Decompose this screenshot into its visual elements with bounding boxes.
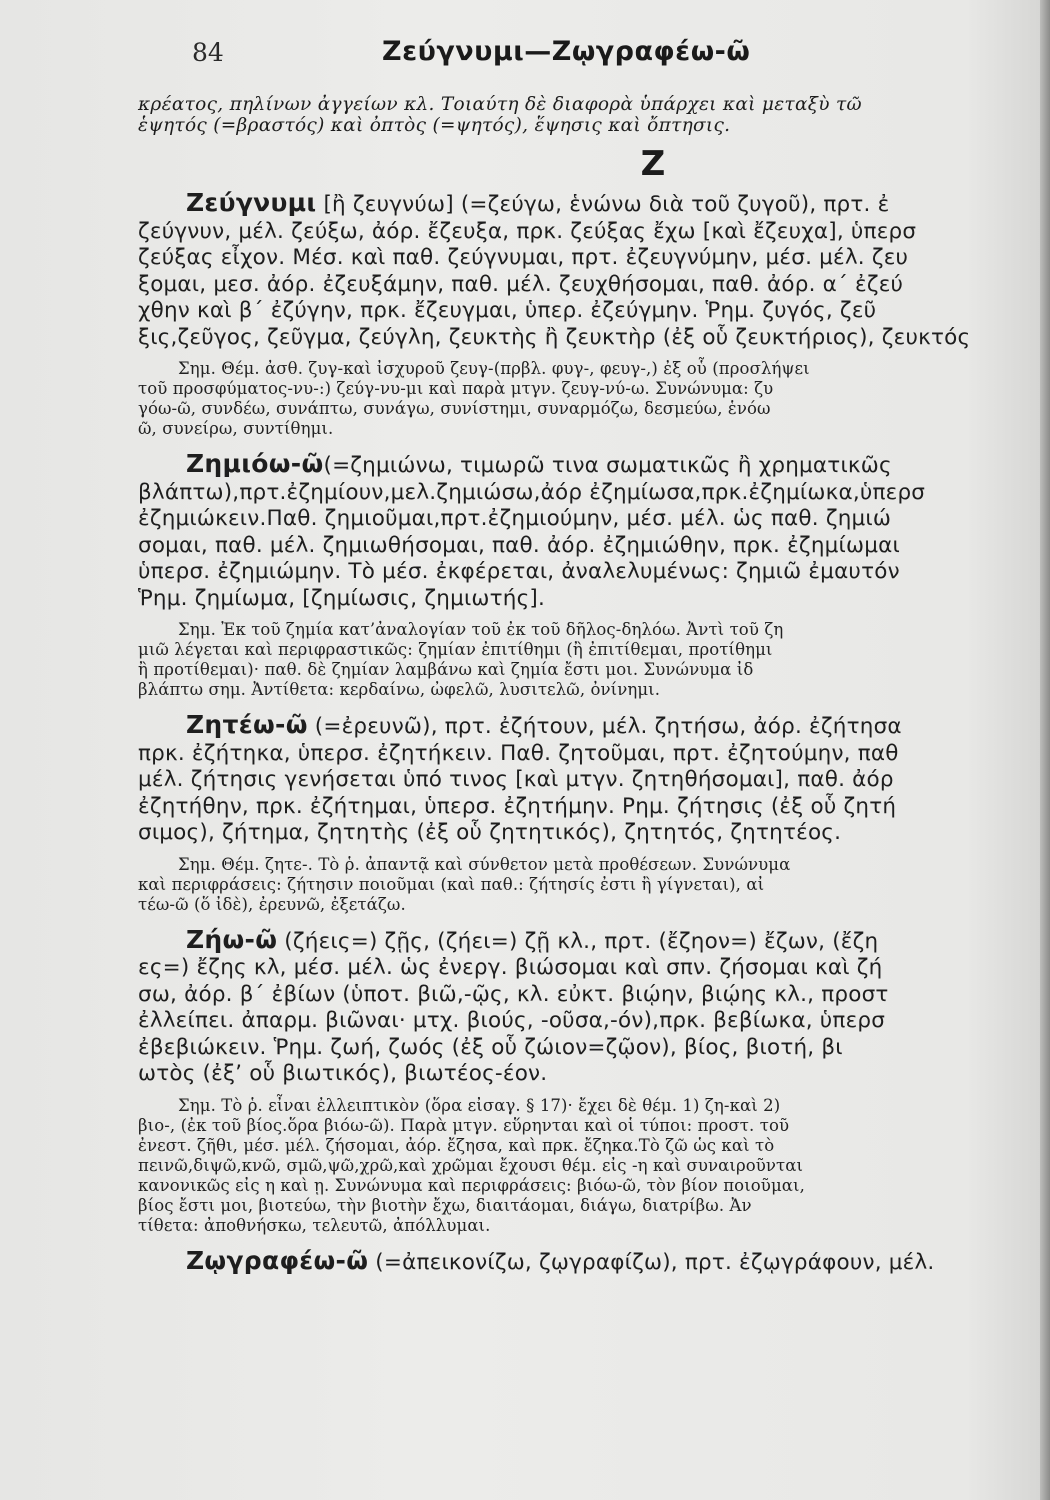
note-line: Σημ. Τὸ ῥ. εἶναι ἐλλειπτικὸν (ὅρα εἰσαγ. § 17)· ἔχει δὲ θέμ. 1) ζη-καὶ 2): [178, 1095, 781, 1115]
dictionary-entry: [138, 712, 1050, 847]
text-line: κρέατος, πηλίνων ἀγγείων κλ. Τοιαύτη δὲ διαφορὰ ὑπάρχει καὶ μεταξὺ τῶ: [138, 94, 862, 115]
entry-line: ξομαι, μεσ. ἀόρ. ἐζευξάμην, παθ. μέλ. ζευχθήσομαι, παθ. ἀόρ. α΄ ἐζεύ: [138, 271, 904, 297]
entry-line: σιμος), ζήτημα, ζητητὴς (ἐξ οὗ ζητητικός), ζητητός, ζητητέος.: [138, 820, 842, 845]
entry-line: [138, 924, 1050, 956]
entry-text: [ἢ ζευγνύω] (=ζεύγω, ἑνώνω διὰ τοῦ ζυγοῦ), πρτ. ἐ: [316, 192, 890, 217]
running-head-title: Ζεύγνυμι—Ζῳγραφέω-ῶ: [382, 36, 751, 67]
text-line: ἑψητός (=βραστός) καὶ ὀπτὸς (=ψητός), ἕψησις καὶ ὄπτησις.: [138, 115, 731, 136]
running-head: [192, 38, 1050, 78]
entry-line: χθην καὶ β΄ ἐζύγην, πρκ. ἔζευγμαι, ὑπερ. ἐζεύγμην. Ῥημ. ζυγός, ζεῦ: [138, 298, 877, 323]
note-line: γόω-ῶ, συνδέω, συνάπτω, συνάγω, συνίστημι, συναρμόζω, δεσμεύω, ἑνόω: [138, 399, 771, 418]
entry-line: ζεύξας εἶχον. Μέσ. καὶ παθ. ζεύγνυμαι, πρτ. ἐζευγνύμην, μέσ. μέλ. ζευ: [138, 245, 909, 270]
entry-text: (=ἐρευνῶ), πρτ. ἐζήτουν, μέλ. ζητήσω, ἀόρ. ἐζήτησα: [307, 714, 902, 739]
entry-line: ὑπερσ. ἐζημιώμην. Τὸ μέσ. ἐκφέρεται, ἀναλελυμένως: ζημιῶ ἐμαυτόν: [138, 559, 900, 584]
entry-line: σομαι, παθ. μέλ. ζημιωθήσομαι, παθ. ἀόρ. ἐζημιώθην, πρκ. ἐζημίωμαι: [138, 532, 900, 558]
note-line: κανονικῶς εἰς η καὶ ῃ. Συνώνυμα καὶ περιφράσεις: βιόω-ῶ, τὸν βίον ποιοῦμαι,: [138, 1175, 805, 1195]
entry-line: ἐβεβιώκειν. Ῥημ. ζωή, ζωός (ἐξ οὗ ζώιον=ζῷον), βίος, βιοτή, βι: [138, 1034, 843, 1060]
intro-paragraph: [138, 94, 1050, 136]
entry-note: [138, 359, 1050, 439]
letter-heading: Z: [640, 144, 666, 184]
entry-text: (=ἀπεικονίζω, ζῳγραφίζω), πρτ. ἐζῳγράφουν, μέλ.: [368, 1249, 935, 1275]
entry-line: [138, 1245, 1050, 1277]
entry-line: Ῥημ. ζημίωμα, [ζημίωσις, ζημιωτής].: [138, 585, 546, 611]
note-line: πεινῶ,διψῶ,κνῶ, σμῶ,ψῶ,χρῶ,καὶ χρῶμαι ἔχουσι θέμ. εἰς -η καὶ συναιροῦνται: [138, 1155, 804, 1175]
dictionary-entry: [138, 190, 1050, 351]
headword: Ζημιόω-ῶ: [186, 449, 324, 478]
entry-note: [138, 1096, 1050, 1236]
entry-line: πρκ. ἐζήτηκα, ὑπερσ. ἐζητήκειν. Παθ. ζητοῦμαι, πρτ. ἐζητούμην, παθ: [138, 740, 899, 766]
dictionary-entry: [138, 1245, 1050, 1277]
dictionary-entry: [138, 924, 1050, 1088]
headword: Ζήω-ῶ: [186, 924, 278, 954]
note-line: βλάπτω σημ. Ἀντίθετα: κερδαίνω, ὠφελῶ, λυσιτελῶ, ὀνίνημι.: [138, 680, 661, 699]
note-line: ῶ, συνείρω, συντίθημι.: [138, 419, 334, 438]
headword: Ζῳγραφέω-ῶ: [186, 1245, 369, 1275]
entry-note: [138, 855, 1050, 915]
entry-line: ζεύγνυν, μέλ. ζεύξω, ἀόρ. ἔζευξα, πρκ. ζεύξας ἔχω [καὶ ἔζευχα], ὑπερσ: [138, 218, 917, 244]
entry-line: ξις,ζεῦγος, ζεῦγμα, ζεύγλη, ζευκτὴς ἢ ζευκτὴρ (ἐξ οὗ ζευκτήριος), ζευκτός: [138, 324, 971, 350]
note-line: βιο-, (ἐκ τοῦ βίος.ὅρα βιόω-ῶ). Παρὰ μτγν. εὕρηνται καὶ οἱ τύποι: προστ. τοῦ: [138, 1115, 790, 1135]
note-line: μιῶ λέγεται καὶ περιφραστικῶς: ζημίαν ἐπιτίθημι (ἢ ἐπιτίθεμαι, προτίθημι: [138, 640, 773, 659]
entry-line: βλάπτω),πρτ.ἐζημίουν,μελ.ζημιώσω,ἀόρ ἐζημίωσα,πρκ.ἐζημίωκα,ὑπερσ: [138, 479, 926, 505]
note-line: τοῦ προσφύματος-νυ-:) ζεύγ-νυ-μι καὶ παρὰ μτγν. ζευγ-νύ-ω. Συνώνυμα: ζυ: [138, 379, 774, 398]
entry-line: ωτὸς (ἐξ’ οὗ βιωτικός), βιωτέος-έον.: [138, 1061, 548, 1086]
note-line: τέω-ῶ (ὅ ἰδὲ), ἐρευνῶ, ἐξετάζω.: [138, 894, 406, 914]
entry-line: ες=) ἔζης κλ, μέσ. μέλ. ὡς ἐνεργ. βιώσομαι καὶ σπν. ζήσομαι καὶ ζή: [138, 955, 883, 980]
note-line: βίος ἔστι μοι, βιοτεύω, τὴν βιοτὴν ἔχω, διαιτάομαι, διάγω, διατρίβω. Ἀν: [138, 1195, 752, 1215]
headword: Ζεύγνυμι: [186, 188, 317, 217]
entry-text: (=ζημιώνω, τιμωρῶ τινα σωματικῶς ἢ χρηματικῶς: [323, 453, 892, 478]
entry-line: [138, 190, 1050, 219]
note-line: τίθετα: ἀποθνήσκω, τελευτῶ, ἀπόλλυμαι.: [138, 1215, 491, 1235]
entry-line: [138, 712, 1050, 741]
page-number: 84: [192, 38, 224, 67]
entry-line: σω, ἀόρ. β΄ ἐβίων (ὑποτ. βιῶ,-ῷς, κλ. εὐκτ. βιῴην, βιῴης κλ., προστ: [138, 981, 889, 1007]
note-line: Σημ. Θέμ. ἀσθ. ζυγ-καὶ ἰσχυροῦ ζευγ-(πρβλ. φυγ-, φευγ-,) ἐξ οὗ (προσλήψει: [178, 359, 810, 378]
note-line: καὶ περιφράσεις: ζήτησιν ποιοῦμαι (καὶ παθ.: ζήτησίς ἐστι ἢ γίγνεται), αἰ: [138, 874, 765, 894]
entry-line: ἐζημιώκειν.Παθ. ζημιοῦμαι,πρτ.ἐζημιούμην, μέσ. μέλ. ὡς παθ. ζημιώ: [138, 506, 892, 531]
note-line: ἐνεστ. ζῆθι, μέσ. μέλ. ζήσομαι, ἀόρ. ἔζησα, καὶ πρκ. ἔζηκα.Τὸ ζῶ ὡς καὶ τὸ: [138, 1135, 775, 1155]
note-line: Σημ. Θέμ. ζητε-. Τὸ ῥ. ἀπαντᾷ καὶ σύνθετον μετὰ προθέσεων. Συνώνυμα: [178, 854, 791, 874]
note-line: ἢ προτίθεμαι)· παθ. δὲ ζημίαν λαμβάνω καὶ ζημία ἔστι μοι. Συνώνυμα ἰδ: [138, 660, 754, 679]
page-body: [138, 94, 1050, 1276]
entry-note: [138, 620, 1050, 700]
entry-line: μέλ. ζήτησις γενήσεται ὑπό τινος [καὶ μτγν. ζητηθήσομαι], παθ. ἀόρ: [138, 767, 894, 792]
note-line: Σημ. Ἐκ τοῦ ζημία κατ’ἀναλογίαν τοῦ ἐκ τοῦ δῆλος-δηλόω. Ἀντὶ τοῦ ζη: [178, 620, 784, 639]
entry-line: ἐλλείπει. ἀπαρμ. βιῶναι· μτχ. βιούς, -οῦσα,-όν),πρκ. βεβίωκα, ὑπερσ: [138, 1008, 886, 1033]
dictionary-entry: [138, 451, 1050, 612]
entry-text: (ζήεις=) ζῇς, (ζήει=) ζῇ κλ., πρτ. (ἔζηον=) ἔζων, (ἔζη: [277, 928, 879, 954]
entry-line: [138, 451, 1050, 480]
entry-line: ἐζητήθην, πρκ. ἐζήτημαι, ὑπερσ. ἐζητήμην. Ρημ. ζήτησις (ἐξ οὗ ζητή: [138, 793, 897, 819]
headword: Ζητέω-ῶ: [186, 710, 308, 739]
